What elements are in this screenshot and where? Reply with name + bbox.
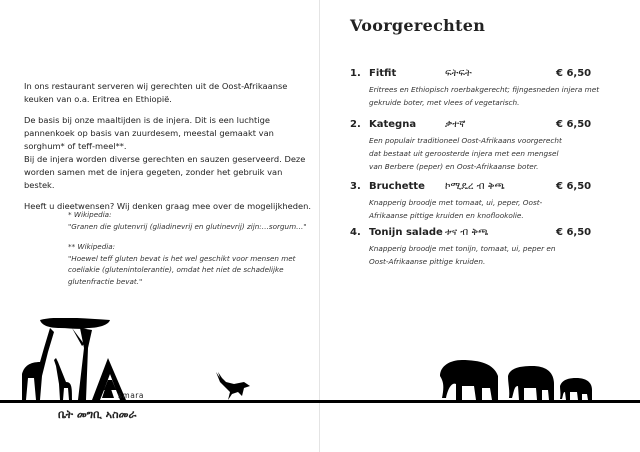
- item-price: € 6,50: [556, 68, 592, 79]
- item-name: Tonijn salade: [369, 227, 443, 238]
- logo-geez-text: ቤት መግቢ ኣስመራ: [58, 408, 137, 421]
- intro-paragraph: Bij de injera worden diverse gerechten en sauzen geserveerd. Deze worden samen met de injera gegeten, zonder het gebruik van bestek.: [24, 154, 306, 190]
- item-description: Knapperig broodje met tonijn, tomaat, ui, peper en Oost-Afrikaanse pittige kruiden.: [369, 244, 556, 266]
- intro-text: [24, 80, 314, 221]
- menu-item: [350, 227, 620, 268]
- item-name: Kategna: [369, 119, 417, 130]
- menu-item: [350, 68, 620, 109]
- footnote-label: ** Wikipedia:: [68, 242, 116, 251]
- item-price: € 6,50: [556, 181, 592, 192]
- intro-paragraph: Heeft u dieetwensen? Wij denken graag mee over de mogelijkheden.: [24, 201, 312, 211]
- item-geez-name: ቃተኛ: [445, 119, 466, 130]
- item-geez-name: ቱና ብ ቅጫ: [445, 227, 489, 238]
- ground-line: [0, 400, 640, 403]
- item-description: Een populair traditioneel Oost-Afrikaans voorgerecht dat bestaat uit geroosterde injera met een mengsel van Berbere (peper) en Oost-Afrikaanse boter.: [369, 136, 562, 171]
- footnote-label: * Wikipedia:: [68, 210, 112, 219]
- footnote: [68, 241, 318, 287]
- elephants-icon: [436, 358, 606, 402]
- item-description: Knapperig broodje met tomaat, ui, peper, Oost-Afrikaanse pittige kruiden en knoflookolie.: [369, 198, 543, 220]
- footnotes: [68, 209, 318, 296]
- item-name: Fitfit: [369, 68, 397, 79]
- intro-paragraph: De basis bij onze maaltijden is de injera. Dit is een luchtige pannenkoek op basis van zuurdesem, meestal gemaakt van sorghum* of teff-meel**.: [24, 115, 274, 151]
- item-price: € 6,50: [556, 119, 592, 130]
- item-number: 2.: [350, 119, 361, 130]
- item-description: Eritrees en Ethiopisch roerbakgerecht; fijngesneden injera met gekruide boter, met vlees of vegetarisch.: [369, 85, 600, 107]
- item-price: € 6,50: [556, 227, 592, 238]
- item-number: 3.: [350, 181, 361, 192]
- menu-item: [350, 181, 620, 222]
- menu-item: [350, 119, 620, 173]
- item-name: Bruchette: [369, 181, 425, 192]
- item-number: 1.: [350, 68, 361, 79]
- giraffe-tree-logo-icon: [0, 318, 160, 402]
- item-geez-name: ፍትፍት: [445, 68, 472, 79]
- page-divider: [319, 0, 320, 452]
- intro-paragraph: In ons restaurant serveren wij gerechten uit de Oost-Afrikaanse keuken van o.a. Eritrea en Ethiopië.: [24, 81, 288, 104]
- logo-text: smara: [118, 391, 144, 400]
- item-geez-name: ኮሚዴረ ብ ቅጫ: [445, 181, 505, 192]
- footnote-quote: "Hoewel teff gluten bevat is het wel geschikt voor mensen met coeliakie (glutenintolerantie), omdat het niet de schadelijke glutenfractie bevat.": [68, 253, 296, 286]
- footnote: [68, 209, 318, 232]
- footnote-quote: "Granen die glutenvrij (gliadinevrij en glutinevrij) zijn:…sorgum…": [68, 221, 307, 231]
- menu-title: Voorgerechten: [350, 16, 486, 35]
- antelope-icon: [214, 370, 252, 402]
- item-number: 4.: [350, 227, 361, 238]
